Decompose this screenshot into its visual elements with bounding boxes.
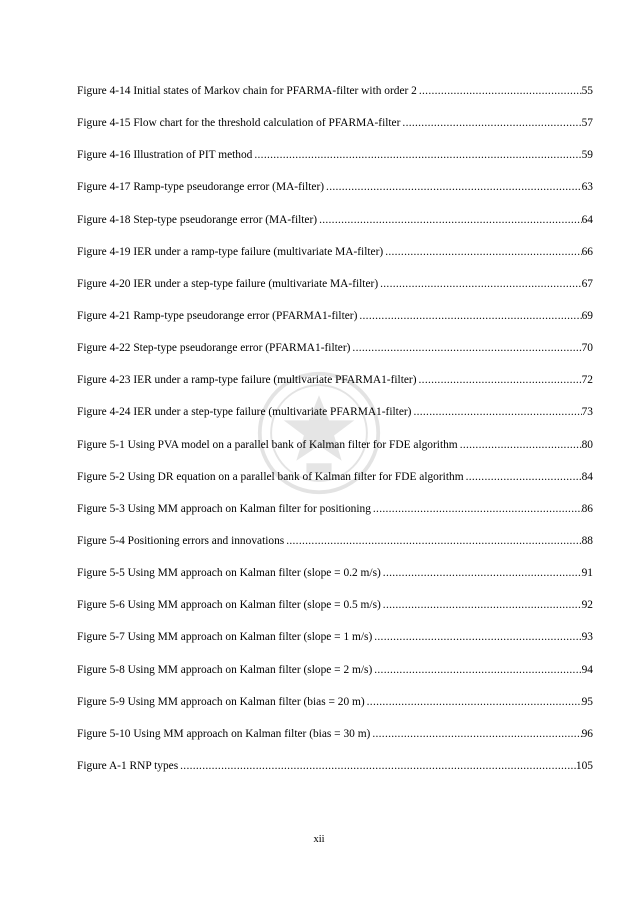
toc-entry[interactable]: [77, 695, 593, 727]
dot-leader: [373, 502, 582, 516]
entry-label: Figure 4-24 IER under a step-type failure (multivariate PFARMA1-filter): [77, 406, 412, 419]
entry-label: Figure 5-1 Using PVA model on a parallel bank of Kalman filter for FDE algorithm: [77, 438, 458, 451]
dot-leader: [367, 695, 582, 709]
dot-leader: [319, 213, 582, 227]
entry-page: 63: [581, 181, 593, 194]
entry-label: Figure 5-7 Using MM approach on Kalman filter (slope = 1 m/s): [77, 631, 373, 644]
dot-leader: [460, 438, 582, 452]
entry-label: Figure 4-18 Step-type pseudorange error (MA-filter): [77, 213, 318, 226]
dot-leader: [383, 566, 582, 580]
dot-leader: [372, 727, 581, 741]
entry-label: Figure 4-20 IER under a step-type failure (multivariate MA-filter): [77, 277, 379, 290]
toc-entry[interactable]: [77, 470, 593, 502]
toc-entry[interactable]: [77, 438, 593, 470]
entry-page: 86: [581, 502, 593, 515]
toc-entry[interactable]: [77, 727, 593, 759]
toc-entry[interactable]: [77, 598, 593, 630]
page-number: xii: [313, 834, 325, 845]
list-of-figures: [77, 84, 593, 791]
toc-entry[interactable]: [77, 759, 593, 791]
entry-page: 66: [581, 245, 593, 258]
entry-label: Figure 4-14 Initial states of Markov chain for PFARMA-filter with order 2: [77, 85, 417, 97]
entry-page: 88: [581, 534, 593, 547]
toc-entry[interactable]: [77, 502, 593, 534]
dot-leader: [374, 663, 581, 677]
entry-page: 80: [581, 438, 593, 451]
entry-page: 70: [581, 342, 593, 355]
entry-page: 91: [581, 567, 593, 580]
toc-entry[interactable]: [77, 341, 593, 373]
dot-leader: [413, 405, 581, 419]
entry-page: 96: [581, 727, 593, 740]
entry-page: 55: [581, 85, 593, 97]
entry-label: Figure 4-22 Step-type pseudorange error (PFARMA1-filter): [77, 342, 351, 355]
dot-leader: [352, 341, 581, 355]
dot-leader: [254, 148, 581, 162]
toc-entry[interactable]: [77, 84, 593, 116]
toc-entry[interactable]: [77, 566, 593, 598]
entry-page: 73: [581, 406, 593, 419]
toc-entry[interactable]: [77, 277, 593, 309]
entry-label: Figure 5-5 Using MM approach on Kalman filter (slope = 0.2 m/s): [77, 567, 381, 580]
entry-label: Figure 5-10 Using MM approach on Kalman filter (bias = 30 m): [77, 727, 371, 740]
entry-page: 84: [581, 470, 593, 483]
entry-label: Figure 4-17 Ramp-type pseudorange error (MA-filter): [77, 181, 325, 194]
dot-leader: [466, 470, 582, 484]
dot-leader: [383, 598, 582, 612]
toc-entry[interactable]: [77, 663, 593, 695]
entry-label: Figure 4-15 Flow chart for the threshold calculation of PFARMA-filter: [77, 117, 401, 130]
entry-page: 92: [581, 599, 593, 612]
entry-page: 72: [581, 374, 593, 387]
dot-leader: [374, 630, 581, 644]
entry-label: Figure 4-16 Illustration of PIT method: [77, 149, 253, 162]
toc-entry[interactable]: [77, 534, 593, 566]
toc-entry[interactable]: [77, 213, 593, 245]
entry-page: 64: [581, 213, 593, 226]
entry-label: Figure A-1 RNP types: [77, 759, 179, 772]
toc-entry[interactable]: [77, 373, 593, 405]
toc-entry[interactable]: [77, 148, 593, 180]
dot-leader: [385, 245, 581, 259]
entry-page: 94: [581, 663, 593, 676]
toc-entry[interactable]: [77, 116, 593, 148]
entry-page: 67: [581, 277, 593, 290]
dot-leader: [180, 759, 576, 773]
entry-label: Figure 5-8 Using MM approach on Kalman filter (slope = 2 m/s): [77, 663, 373, 676]
entry-label: Figure 5-6 Using MM approach on Kalman filter (slope = 0.5 m/s): [77, 599, 381, 612]
toc-entry[interactable]: [77, 309, 593, 341]
dot-leader: [359, 309, 581, 323]
toc-entry[interactable]: [77, 630, 593, 662]
entry-label: Figure 5-4 Positioning errors and innovations: [77, 534, 285, 547]
entry-label: Figure 5-9 Using MM approach on Kalman filter (bias = 20 m): [77, 695, 365, 708]
entry-label: Figure 4-21 Ramp-type pseudorange error (PFARMA1-filter): [77, 309, 358, 322]
dot-leader: [380, 277, 581, 291]
dot-leader: [419, 373, 582, 387]
toc-entry[interactable]: [77, 245, 593, 277]
entry-label: Figure 4-19 IER under a ramp-type failure (multivariate MA-filter): [77, 245, 384, 258]
entry-page: 105: [575, 759, 593, 772]
toc-entry[interactable]: [77, 180, 593, 212]
entry-label: Figure 5-2 Using DR equation on a parallel bank of Kalman filter for FDE algorithm: [77, 470, 464, 483]
entry-page: 59: [581, 149, 593, 162]
toc-entry[interactable]: [77, 405, 593, 437]
dot-leader: [286, 534, 581, 548]
dot-leader: [419, 84, 582, 98]
entry-page: 93: [581, 631, 593, 644]
entry-page: 95: [581, 695, 593, 708]
dot-leader: [326, 180, 582, 194]
dot-leader: [402, 116, 581, 130]
entry-page: 57: [581, 117, 593, 130]
entry-label: Figure 4-23 IER under a ramp-type failure (multivariate PFARMA1-filter): [77, 374, 417, 387]
entry-label: Figure 5-3 Using MM approach on Kalman filter for positioning: [77, 502, 371, 515]
entry-page: 69: [581, 309, 593, 322]
